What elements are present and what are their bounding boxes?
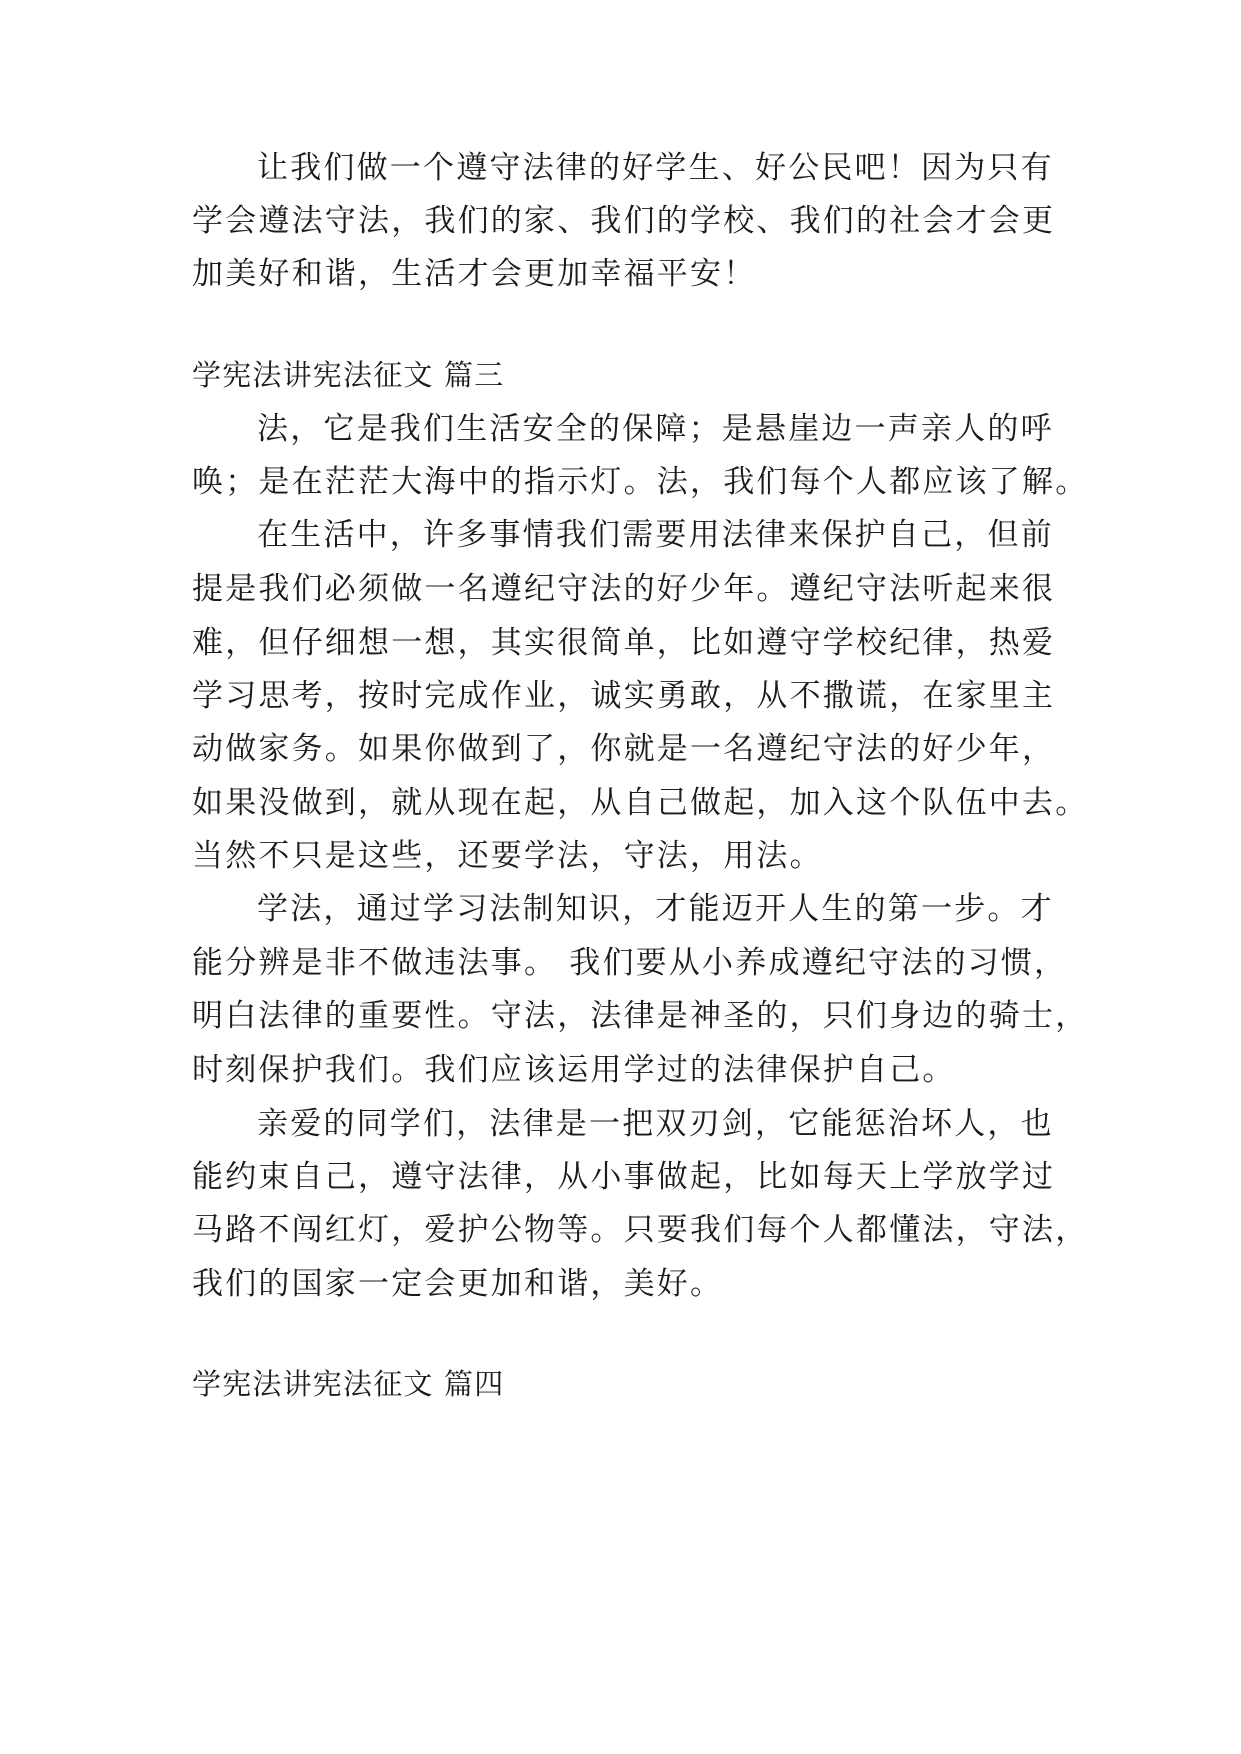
paragraph-line: 学习思考，按时完成作业，诚实勇敢，从不撒谎，在家里主 — [192, 678, 1056, 714]
paragraph-line: 让我们做一个遵守法律的好学生、好公民吧！因为只有 — [257, 150, 1054, 186]
paragraph-line: 能约束自己，遵守法律，从小事做起，比如每天上学放学过 — [192, 1159, 1056, 1195]
paragraph-line: 动做家务。如果你做到了，你就是一名遵纪守法的好少年， — [192, 731, 1056, 767]
paragraph-line: 能分辨是非不做违法事。 我们要从小养成遵纪守法的习惯， — [192, 945, 1068, 981]
paragraph-line: 提是我们必须做一名遵纪守法的好少年。遵纪守法听起来很 — [192, 571, 1056, 607]
paragraph-line: 如果没做到，就从现在起，从自己做起，加入这个队伍中去。 — [192, 785, 1089, 821]
paragraph-line: 加美好和谐，生活才会更加幸福平安！ — [192, 256, 757, 292]
paragraph-line: 唤；是在茫茫大海中的指示灯。法，我们每个人都应该了解。 — [192, 464, 1089, 500]
paragraph-line: 法，它是我们生活安全的保障；是悬崖边一声亲人的呼 — [257, 411, 1054, 447]
paragraph-line: 亲爱的同学们，法律是一把双刃剑，它能惩治坏人，也 — [257, 1106, 1054, 1142]
paragraph-line: 马路不闯红灯，爱护公物等。只要我们每个人都懂法，守法， — [192, 1212, 1089, 1248]
paragraph-line: 明白法律的重要性。守法，法律是神圣的，只们身边的骑士， — [192, 998, 1089, 1034]
paragraph-line: 当然不只是这些，还要学法，守法，用法。 — [192, 838, 823, 874]
paragraph-line: 我们的国家一定会更加和谐，美好。 — [192, 1266, 724, 1302]
paragraph-line: 在生活中，许多事情我们需要用法律来保护自己，但前 — [257, 517, 1054, 553]
paragraph-line: 学会遵法守法，我们的家、我们的学校、我们的社会才会更 — [192, 203, 1056, 239]
paragraph-line: 学法，通过学习法制知识，才能迈开人生的第一步。才 — [257, 891, 1054, 927]
section-heading: 学宪法讲宪法征文 篇四 — [192, 1367, 505, 1401]
paragraph-line: 时刻保护我们。我们应该运用学过的法律保护自己。 — [192, 1052, 956, 1088]
section-heading: 学宪法讲宪法征文 篇三 — [192, 358, 505, 392]
paragraph-line: 难，但仔细想一想，其实很简单，比如遵守学校纪律，热爱 — [192, 625, 1056, 661]
